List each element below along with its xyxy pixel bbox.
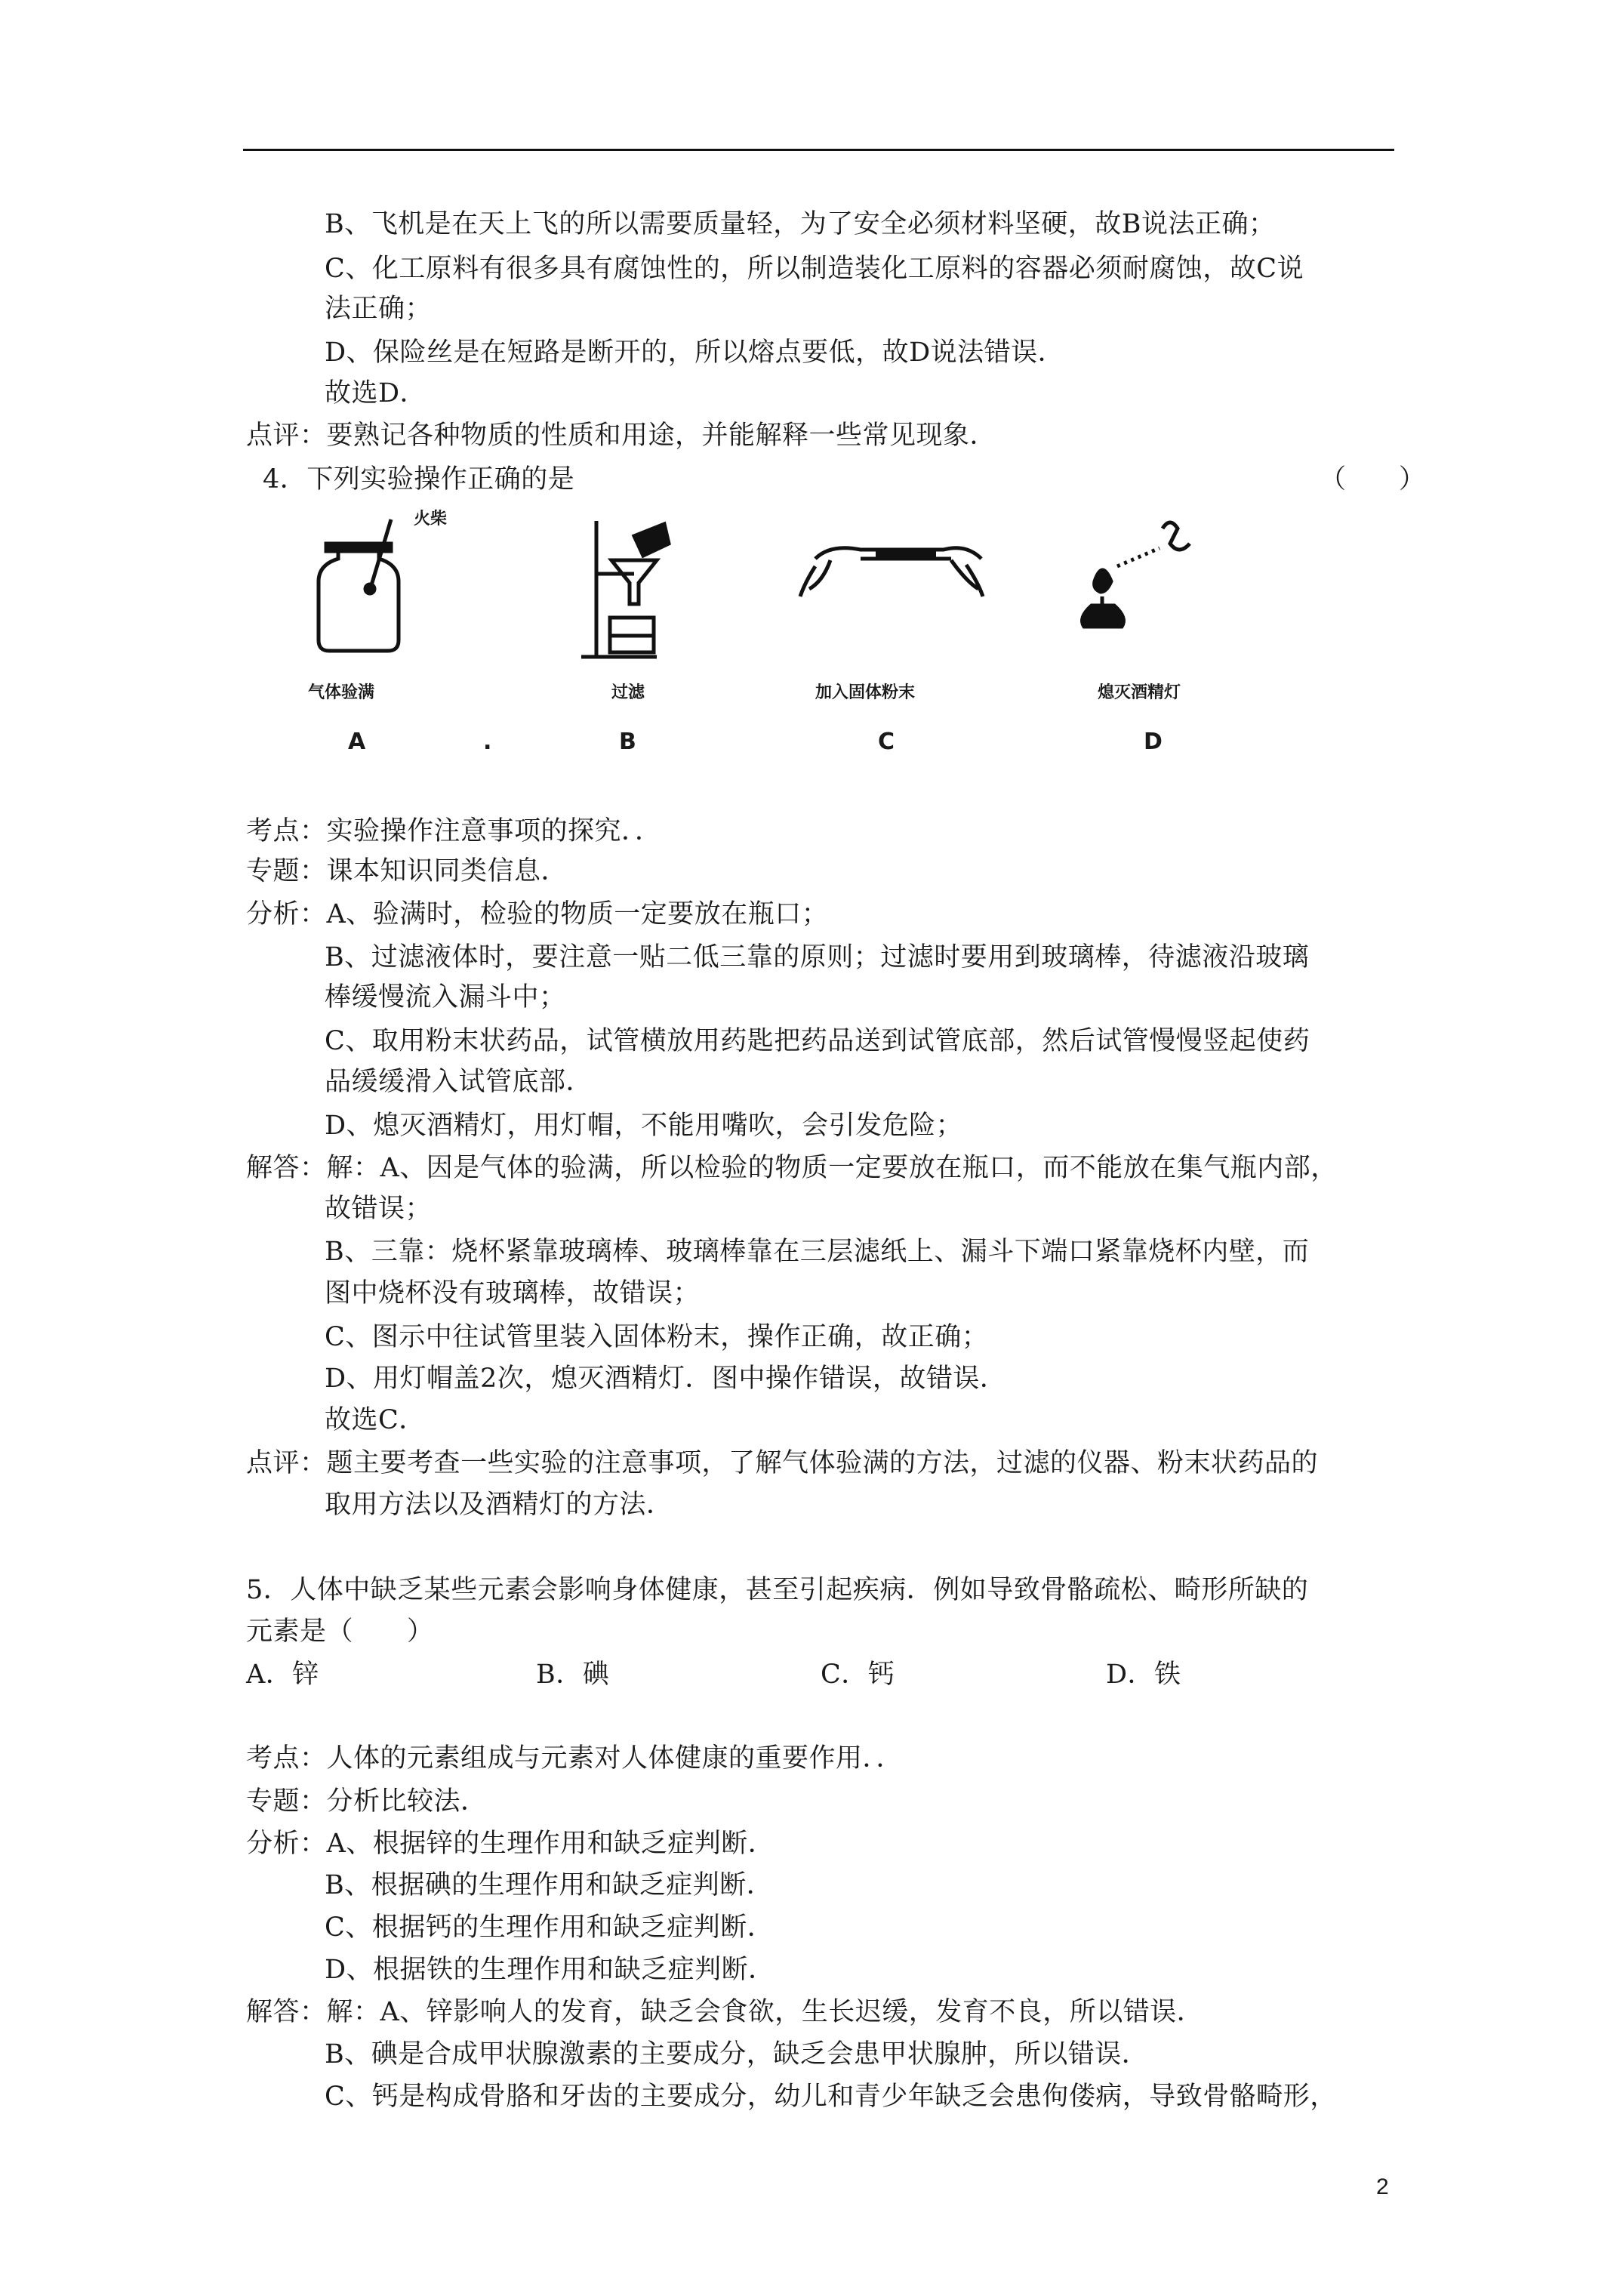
text-line: 专题：课本知识同类信息． xyxy=(246,856,568,886)
text-line: C、化工原料有很多具有腐蚀性的，所以制造装化工原料的容器必须耐腐蚀，故C说 xyxy=(325,254,1304,284)
text-line: 故错误； xyxy=(325,1194,433,1224)
option-letter-b: B xyxy=(619,729,636,755)
text-line: D、熄灭酒精灯，用灯帽，不能用嘴吹，会引发危险； xyxy=(325,1111,963,1141)
text-line: 专题：分析比较法． xyxy=(246,1786,488,1817)
text-line: B、根据碘的生理作用和缺乏症判断． xyxy=(325,1870,774,1900)
caption-match: 火柴 xyxy=(414,510,448,529)
gas-bottle-icon xyxy=(319,519,399,651)
text-line: D、保险丝是在短路是断开的，所以熔点要低，故D说法错误． xyxy=(325,337,1065,368)
caption-filter: 过滤 xyxy=(611,683,645,702)
test-tube-powder-icon xyxy=(800,548,983,596)
text-line: C、钙是构成骨胳和牙齿的主要成分，幼儿和青少年缺乏会患佝偻病，导致骨骼畸形， xyxy=(325,2082,1337,2112)
filter-stand-icon xyxy=(581,521,669,657)
text-line: B、三靠：烧杯紧靠玻璃棒、玻璃棒靠在三层滤纸上、漏斗下端口紧靠烧杯内壁，而 xyxy=(325,1237,1310,1267)
option-a: A．锌 xyxy=(246,1660,319,1690)
text-line: 考点：人体的元素组成与元素对人体健康的重要作用．． xyxy=(246,1743,904,1774)
header-rule xyxy=(243,149,1394,151)
text-line: 取用方法以及酒精灯的方法． xyxy=(325,1490,673,1520)
option-letter-d: D xyxy=(1144,729,1163,755)
option-letter-a: A xyxy=(348,729,366,755)
text-line: C、取用粉末状药品，试管横放用药匙把药品送到试管底部，然后试管慢慢竖起使药 xyxy=(325,1026,1310,1056)
text-line: 法正确； xyxy=(325,294,433,324)
text-line: 解答：解：A、因是气体的验满，所以检验的物质一定要放在瓶口，而不能放在集气瓶内部， xyxy=(246,1153,1338,1183)
text-line: 图中烧杯没有玻璃棒，故错误； xyxy=(325,1278,701,1308)
text-line: 分析：A、根据锌的生理作用和缺乏症判断． xyxy=(246,1829,775,1859)
text-line: 点评：题主要考查一些实验的注意事项，了解气体验满的方法，过滤的仪器、粉末状药品的 xyxy=(246,1448,1319,1478)
text-line: D、根据铁的生理作用和缺乏症判断． xyxy=(325,1955,775,1985)
figure-dot: . xyxy=(483,729,492,755)
text-line: 故选C． xyxy=(325,1405,426,1435)
page-number: 2 xyxy=(1376,2174,1389,2199)
caption-extinguish: 熄灭酒精灯 xyxy=(1098,683,1181,702)
text-line: B、碘是合成甲状腺激素的主要成分，缺乏会患甲状腺肿，所以错误． xyxy=(325,2039,1149,2069)
caption-gas-full: 气体验满 xyxy=(308,683,375,702)
text-line: C、图示中往试管里装入固体粉末，操作正确，故正确； xyxy=(325,1322,989,1352)
text-line: 分析：A、验满时，检验的物质一定要放在瓶口； xyxy=(246,899,829,929)
option-d: D．铁 xyxy=(1106,1660,1181,1690)
text-line: 元素是（ ） xyxy=(246,1616,434,1647)
caption-add-powder: 加入固体粉末 xyxy=(815,683,916,702)
text-line: 故选D． xyxy=(325,378,427,408)
text-line: 棒缓慢流入漏斗中； xyxy=(325,982,566,1012)
question-5-stem: 5．人体中缺乏某些元素会影响身体健康，甚至引起疾病．例如导致骨骼疏松、畸形所缺的 xyxy=(246,1575,1309,1605)
option-b: B．碘 xyxy=(536,1660,610,1690)
text-line: D、用灯帽盖2次，熄灭酒精灯．图中操作错误，故错误． xyxy=(325,1364,1007,1394)
text-line: 解答：解：A、锌影响人的发育，缺乏会食欲，生长迟缓，发育不良，所以错误． xyxy=(246,1997,1204,2027)
option-letter-c: C xyxy=(878,729,895,755)
text-line: 品缓缓滑入试管底部． xyxy=(325,1067,593,1097)
text-line: B、飞机是在天上飞的所以需要质量轻，为了安全必须材料坚硬，故B说法正确； xyxy=(325,209,1276,239)
alcohol-lamp-icon xyxy=(1083,522,1190,627)
option-c: C．钙 xyxy=(821,1660,895,1690)
question-4-stem: 4．下列实验操作正确的是 xyxy=(263,464,575,495)
answer-paren: （ ） xyxy=(1320,464,1426,495)
text-line: C、根据钙的生理作用和缺乏症判断． xyxy=(325,1912,775,1943)
text-line: 考点：实验操作注意事项的探究．． xyxy=(246,816,662,846)
text-line: B、过滤液体时，要注意一贴二低三靠的原则；过滤时要用到玻璃棒，待滤液沿玻璃 xyxy=(325,942,1310,972)
text-line: 点评：要熟记各种物质的性质和用途，并能解释一些常见现象． xyxy=(246,421,997,451)
apparatus-drawings xyxy=(302,513,1208,695)
